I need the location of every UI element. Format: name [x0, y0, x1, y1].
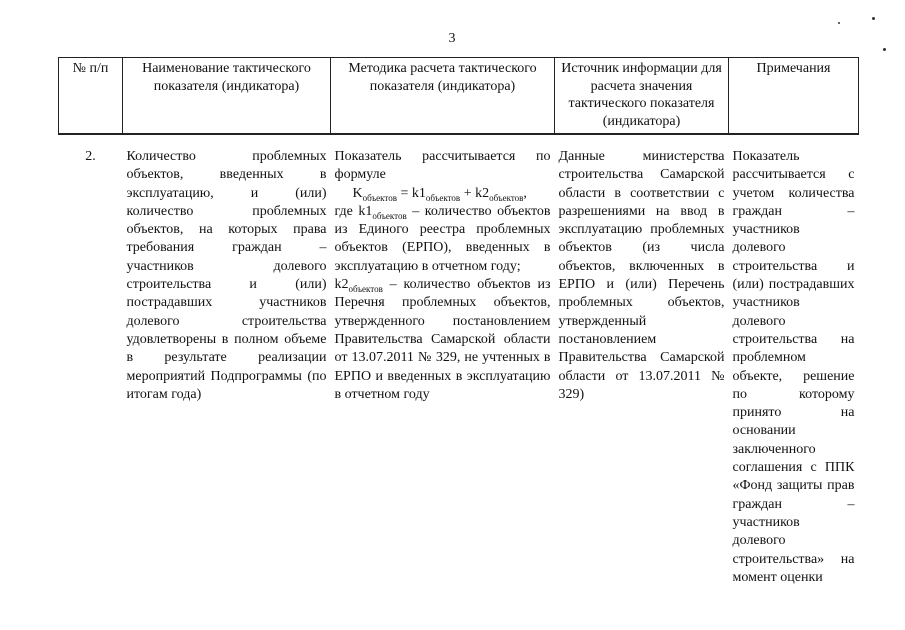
row-notes: Показатель рассчитывается с учетом количества граждан – участников долевого строительства и (или) пострадавших участников долевого строительства на проблемном объекте, решение по которому принято на основании заключенного соглашения с ППК «Фонд защиты прав граждан – участников долевого строительства» на момент оценки	[732, 149, 855, 585]
method-intro: Показатель рассчитывается по формуле	[334, 149, 551, 183]
def1-sub: объектов	[372, 210, 407, 221]
scan-speck	[838, 22, 840, 24]
header-information-source: Источник информации для расчета значения тактического показателя (индикатора)	[555, 58, 729, 135]
formula-eq: = k1	[396, 185, 426, 201]
table-row	[59, 134, 859, 587]
scan-speck	[872, 17, 875, 20]
row-num: 2.	[85, 149, 96, 164]
formula-lhs-sub: объектов	[362, 192, 397, 203]
formula-lhs: K	[352, 185, 363, 201]
row-indicator-name: Количество проблемных объектов, введенных в эксплуатацию, и (или) количество проблемных объектов, на которых права требования граждан – участников долевого строительства и (или) пострадавших участников долевого строительства удовлетворены в полном объеме в результате реализации мероприятий Подпрограммы (по итогам года)	[126, 149, 327, 402]
header-notes: Примечания	[729, 58, 859, 135]
formula-term2-sub: объектов	[489, 192, 524, 203]
row-information-source: Данные министерства строительства Самарской области в соответствии с разрешениями на ввод в эксплуатацию проблемных объектов (из числа объектов, включенных в ЕРПО и (или) Перечень проблемных объектов, утвержденный постановлением Правительства Самарской области от 13.07.2011 № 329)	[558, 149, 725, 402]
formula-plus: + k2	[460, 185, 490, 201]
def2-text: – количество объектов из Перечня проблемных объектов, утвержденного постановлением Правительства Самарской области от 13.07.2011 № 329, не учтенных в ЕРПО и введенных в эксплуатацию в отчетном году	[334, 277, 551, 402]
scan-speck	[883, 48, 886, 51]
header-indicator-name: Наименование тактического показателя (индикатора)	[123, 58, 331, 135]
method-definition-k2	[335, 276, 551, 404]
header-calculation-method: Методика расчета тактического показателя (индикатора)	[331, 58, 555, 135]
def1-prefix: где k1	[334, 203, 373, 219]
def1-text: – количество объектов из Единого реестра проблемных объектов (ЕРПО), введенных в эксплуатацию в отчетном году;	[334, 203, 551, 274]
method-formula	[335, 185, 551, 203]
def2-prefix: k2	[334, 277, 349, 293]
formula-term1-sub: объектов	[425, 192, 461, 203]
indicator-table	[58, 57, 859, 587]
def2-sub: объектов	[348, 283, 383, 294]
row-calculation-method	[331, 134, 555, 587]
method-definition-k1	[335, 203, 551, 276]
header-num: № п/п	[59, 58, 123, 135]
formula-tail: ,	[523, 185, 527, 201]
page-number: 3	[448, 31, 456, 46]
table-header-row	[59, 58, 859, 135]
